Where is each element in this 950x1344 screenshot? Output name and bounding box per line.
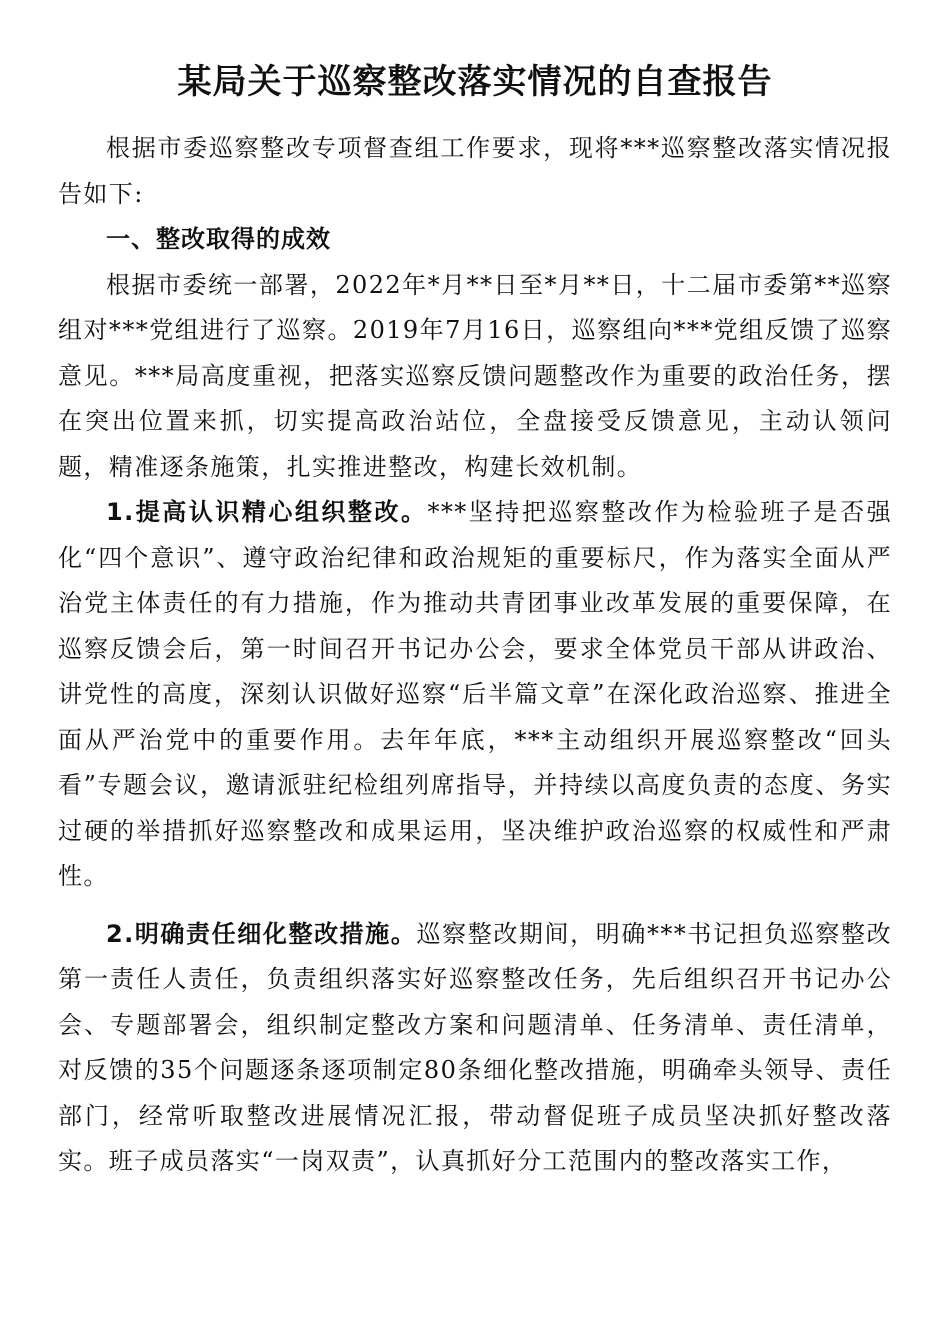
intro-paragraph: 根据市委巡察整改专项督查组工作要求，现将***巡察整改落实情况报告如下: — [58, 134, 892, 208]
item-body-2: 巡察整改期间，明确***书记担负巡察整改第一责任人责任，负责组织落实好巡察整改任务，先后组织召开书记办公会、专题部署会，组织制定整改方案和问题清单、任务清单、责任清单，对反馈的35个问题逐条逐项制定80条细化整改措施，明确牵头领导、责任部门，经常听取整改进展情况汇报，带动督促班子成员坚决抓好整改落实。班子成员落实“一岗双责”，认真抓好分工范围内的整改落实工作， — [58, 919, 893, 1175]
item-lead-2: 2.明确责任细化整改措施。 — [106, 919, 417, 948]
overview-paragraph: 根据市委统一部署，2022年*月**日至*月**日，十二届市委第**巡察组对***党组进行了巡察。2019年7月16日，巡察组向***党组反馈了巡察意见。***局高度重视，把落实巡察反馈问题整改作为重要的政治任务，摆在突出位置来抓，切实提高政治站位，全盘接受反馈意见，主动认领问题，精准逐条施策，扎实推进整改，构建长效机制。 — [58, 270, 892, 481]
item-paragraph-1 — [58, 490, 892, 900]
item-lead-1: 1.提高认识精心组织整改。 — [106, 498, 428, 526]
document-title: 某局关于巡察整改落实情况的自查报告 — [177, 62, 773, 102]
document-page — [58, 56, 892, 1185]
item-body-1: ***坚持把巡察整改作为检验班子是否强化“四个意识”、遵守政治纪律和政治规矩的重要标尺，作为落实全面从严治党主体责任的有力措施，作为推动共青团事业改革发展的重要保障，在巡察反馈会后，第一时间召开书记办公会，要求全体党员干部从讲政治、讲党性的高度，深刻认识做好巡察“后半篇文章”在深化政治巡察、推进全面从严治党中的重要作用。去年年底，***主动组织开展巡察整改“回头看”专题会议，邀请派驻纪检组列席指导，并持续以高度负责的态度、务实过硬的举措抓好巡察整改和成果运用，坚决维护政治巡察的权威性和严肃性。 — [58, 498, 892, 890]
section-heading: 一、整改取得的成效 — [106, 225, 331, 253]
item-paragraph-2 — [58, 912, 892, 1185]
paragraph-spacer — [58, 900, 892, 912]
